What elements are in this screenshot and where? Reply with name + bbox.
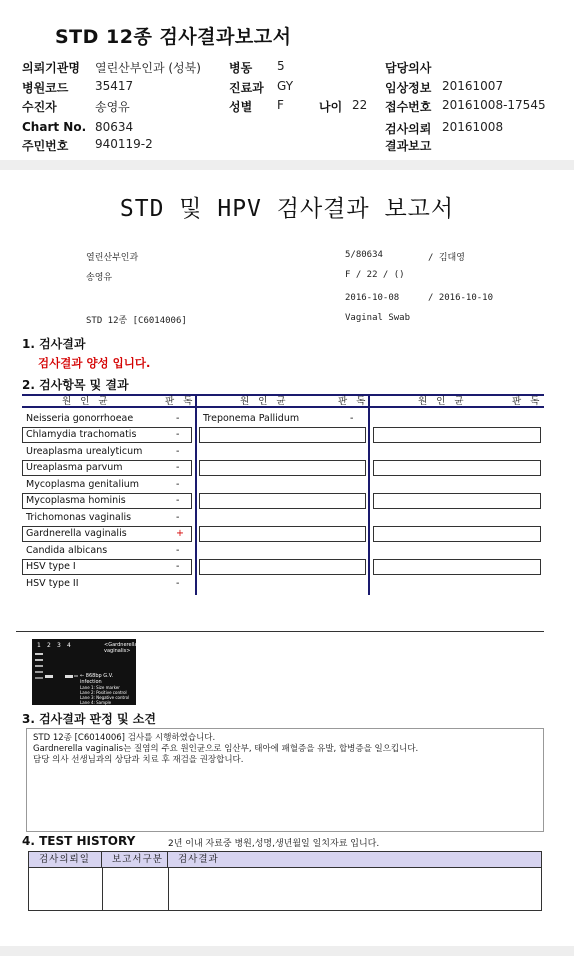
column-divider	[368, 394, 370, 595]
label-request-date: 검사의뢰	[385, 122, 432, 136]
empty-result-box	[373, 559, 541, 575]
info-date-to: / 2016-10-10	[428, 293, 494, 303]
pathogen-result: -	[176, 429, 180, 440]
pathogen-name: HSV type I	[26, 561, 76, 572]
history-divider	[168, 868, 169, 910]
empty-result-box	[199, 559, 366, 575]
info-ward: 5/80634	[345, 250, 383, 260]
info-specimen: Vaginal Swab	[345, 313, 411, 323]
pathogen-name: Chlamydia trachomatis	[26, 429, 137, 440]
label-hospital: 의뢰기관명	[22, 61, 80, 75]
pathogen-result: -	[176, 495, 180, 506]
lane-number: 3	[57, 642, 61, 649]
value-resident-no: 940119-2	[95, 137, 153, 151]
info-hospital: 열린산부인과	[86, 253, 139, 263]
pathogen-result: -	[176, 545, 180, 556]
pathogen-result-positive: +	[176, 528, 184, 539]
lane-number: 4	[67, 642, 71, 649]
label-receipt-no: 접수번호	[385, 100, 432, 114]
label-resident-no: 주민번호	[22, 139, 69, 153]
gel-legend-item: Lane 2: Positive control	[80, 690, 127, 695]
pathogen-result: -	[176, 446, 180, 457]
section2-title: 2. 검사항목 및 결과	[22, 378, 129, 392]
pathogen-name: Mycoplasma genitalium	[26, 479, 140, 490]
empty-result-box	[373, 493, 541, 509]
col-reading-3: 판 독	[512, 396, 543, 407]
page-title: STD 12종 검사결과보고서	[55, 26, 292, 48]
pathogen-result: -	[176, 561, 180, 572]
gel-legend-item: Lane 1: Size marker	[80, 685, 120, 690]
empty-result-box	[373, 526, 541, 542]
value-receipt-no: 20161008-17545	[442, 98, 546, 112]
col-pathogen-1: 원 인 균	[62, 396, 111, 407]
history-col-result: 검사결과	[168, 852, 541, 868]
section1-title: 1. 검사결과	[22, 337, 86, 351]
info-sex-age: F / 22 / ()	[345, 270, 405, 280]
pathogen-name: Neisseria gonorrhoeae	[26, 413, 134, 424]
report-page	[0, 170, 574, 946]
label-sex: 성별	[229, 100, 253, 114]
summary-header	[0, 0, 574, 160]
column-divider	[195, 394, 197, 595]
gel-legend-item: Lane 4: Sample	[80, 700, 112, 705]
gel-electrophoresis-image	[32, 639, 136, 705]
info-patient: 송영유	[86, 273, 113, 283]
history-table	[28, 851, 542, 911]
label-chart-no: Chart No.	[22, 120, 87, 134]
label-patient: 수진자	[22, 100, 57, 114]
lane-number: 2	[47, 642, 51, 649]
value-age: 22	[352, 98, 368, 112]
label-hospital-code: 병원코드	[22, 81, 69, 95]
pathogen-result: -	[176, 462, 180, 473]
col-pathogen-2: 원 인 균	[240, 396, 289, 407]
gel-legend-item: Lane 3: Negative control	[80, 695, 130, 700]
value-request-date: 20161008	[442, 120, 504, 134]
history-col-request-date: 검사의뢰일	[29, 852, 102, 868]
pathogen-name: Candida albicans	[26, 545, 108, 556]
pathogen-name: Mycoplasma hominis	[26, 495, 126, 506]
gel-caption: <Gardnerella vaginalis>	[104, 642, 138, 654]
finding-line: Gardnerella vaginalis는 질염의 주요 원인균으로 임산부, 태아에 패혈증을 유발, 합병증을 일으킵니다.	[33, 744, 419, 754]
history-note: 2년 이내 자료중 병원,성명,생년월일 일치자료 입니다.	[168, 839, 380, 849]
gel-band-label: ← 868bp G.V. infection	[80, 673, 114, 685]
pathogen-name: Ureaplasma parvum	[26, 462, 123, 473]
value-department: GY	[277, 79, 294, 93]
lane-number: 1	[37, 642, 41, 649]
pathogen-result: -	[176, 479, 180, 490]
empty-result-box	[199, 460, 366, 476]
empty-result-box	[199, 427, 366, 443]
section4-title: 4. TEST HISTORY	[22, 834, 136, 848]
col-reading-2: 판 독	[338, 396, 369, 407]
pathogen-name: HSV type II	[26, 578, 79, 589]
section3-title: 3. 검사결과 판정 및 소견	[22, 712, 156, 726]
pathogen-result: -	[176, 413, 180, 424]
history-divider	[102, 868, 103, 910]
label-clinical-info: 임상정보	[385, 81, 432, 95]
pathogen-name: Ureaplasma urealyticum	[26, 446, 143, 457]
value-chart-no: 80634	[95, 120, 134, 134]
pathogen-name-positive: Gardnerella vaginalis	[26, 528, 127, 539]
value-clinical-info: 20161007	[442, 79, 504, 93]
value-hospital: 열린산부인과 (성북)	[95, 61, 201, 75]
info-test-code: STD 12종 [C6014006]	[86, 316, 187, 326]
empty-result-box	[373, 460, 541, 476]
history-col-report-type: 보고서구분	[102, 852, 168, 868]
col-reading-1: 판 독	[165, 396, 196, 407]
pathogen-result: -	[176, 578, 180, 589]
empty-result-box	[199, 526, 366, 542]
label-doctor: 담당의사	[385, 61, 432, 75]
divider	[16, 631, 544, 632]
empty-result-box	[199, 493, 366, 509]
finding-line: STD 12종 [C6014006] 검사를 시행하였습니다.	[33, 733, 216, 743]
label-ward: 병동	[229, 61, 253, 75]
col-pathogen-3: 원 인 균	[418, 396, 467, 407]
label-age: 나이	[319, 100, 343, 114]
pathogen-name: Trichomonas vaginalis	[26, 512, 132, 523]
pathogen-result: -	[350, 413, 354, 424]
value-patient: 송영유	[95, 100, 130, 114]
info-doctor: / 김대영	[428, 253, 465, 263]
value-hospital-code: 35417	[95, 79, 134, 93]
empty-result-box	[373, 427, 541, 443]
positive-result: 검사결과 양성 입니다.	[38, 356, 151, 370]
findings-box	[26, 728, 544, 832]
value-ward: 5	[277, 59, 285, 73]
label-department: 진료과	[229, 81, 264, 95]
report-title: STD 및 HPV 검사결과 보고서	[119, 196, 455, 222]
pathogen-name: Treponema Pallidum	[203, 413, 300, 424]
finding-line: 담당 의사 선생님과의 상담과 치료 후 재검을 권장합니다.	[33, 755, 244, 765]
value-sex: F	[277, 98, 284, 112]
info-date-from: 2016-10-08	[345, 293, 400, 303]
label-result-report: 결과보고	[385, 139, 432, 153]
pathogen-result: -	[176, 512, 180, 523]
